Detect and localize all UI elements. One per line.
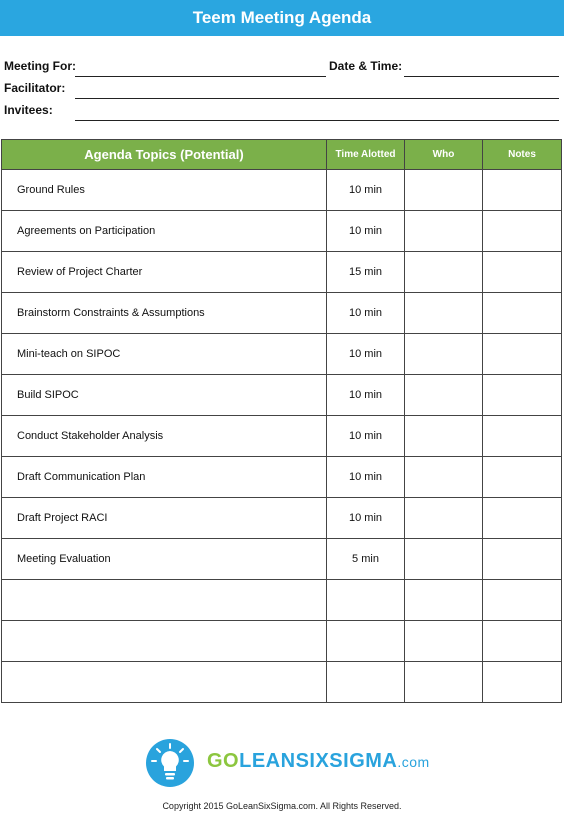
table-row bbox=[2, 621, 562, 662]
table-row bbox=[2, 334, 562, 375]
lightbulb-icon bbox=[145, 738, 195, 788]
logo-leansixsigma: LEANSIXSIGMA bbox=[239, 750, 398, 772]
page-title: Teem Meeting Agenda bbox=[192, 8, 372, 27]
time-cell: 10 min bbox=[327, 293, 405, 334]
who-header: Who bbox=[405, 140, 483, 170]
notes-header: Notes bbox=[483, 140, 562, 170]
notes-cell[interactable] bbox=[483, 416, 562, 457]
who-cell[interactable] bbox=[405, 416, 483, 457]
topic-cell: Draft Project RACI bbox=[2, 498, 327, 539]
meeting-for-label: Meeting For: bbox=[4, 59, 76, 73]
topics-header: Agenda Topics (Potential) bbox=[2, 140, 327, 170]
time-cell[interactable] bbox=[327, 662, 405, 703]
date-time-line[interactable] bbox=[404, 76, 559, 77]
notes-cell[interactable] bbox=[483, 211, 562, 252]
notes-cell[interactable] bbox=[483, 580, 562, 621]
time-cell: 10 min bbox=[327, 334, 405, 375]
logo bbox=[0, 738, 564, 788]
time-cell: 10 min bbox=[327, 375, 405, 416]
table-row bbox=[2, 170, 562, 211]
facilitator-line[interactable] bbox=[75, 98, 559, 99]
who-cell[interactable] bbox=[405, 539, 483, 580]
date-time-label: Date & Time: bbox=[329, 59, 403, 73]
who-cell[interactable] bbox=[405, 662, 483, 703]
notes-cell[interactable] bbox=[483, 334, 562, 375]
notes-cell[interactable] bbox=[483, 457, 562, 498]
time-header: Time Alotted bbox=[327, 140, 405, 170]
table-row bbox=[2, 293, 562, 334]
time-cell: 10 min bbox=[327, 457, 405, 498]
title-bar bbox=[0, 0, 564, 36]
notes-cell[interactable] bbox=[483, 498, 562, 539]
notes-cell[interactable] bbox=[483, 252, 562, 293]
who-cell[interactable] bbox=[405, 498, 483, 539]
time-cell: 5 min bbox=[327, 539, 405, 580]
invitees-label: Invitees: bbox=[4, 103, 53, 117]
topic-cell: Agreements on Participation bbox=[2, 211, 327, 252]
facilitator-label: Facilitator: bbox=[4, 81, 66, 95]
agenda-table bbox=[1, 139, 562, 703]
invitees-line[interactable] bbox=[75, 120, 559, 121]
table-header-row bbox=[2, 140, 562, 170]
table-row bbox=[2, 662, 562, 703]
notes-cell[interactable] bbox=[483, 293, 562, 334]
notes-cell[interactable] bbox=[483, 375, 562, 416]
who-cell[interactable] bbox=[405, 457, 483, 498]
table-row bbox=[2, 457, 562, 498]
logo-go: GO bbox=[207, 750, 240, 772]
who-cell[interactable] bbox=[405, 211, 483, 252]
notes-cell[interactable] bbox=[483, 170, 562, 211]
topic-cell: Conduct Stakeholder Analysis bbox=[2, 416, 327, 457]
table-row bbox=[2, 252, 562, 293]
notes-cell[interactable] bbox=[483, 621, 562, 662]
notes-cell[interactable] bbox=[483, 539, 562, 580]
topic-cell: Mini-teach on SIPOC bbox=[2, 334, 327, 375]
who-cell[interactable] bbox=[405, 375, 483, 416]
logo-text bbox=[207, 750, 430, 773]
table-row bbox=[2, 580, 562, 621]
who-cell[interactable] bbox=[405, 621, 483, 662]
who-cell[interactable] bbox=[405, 170, 483, 211]
notes-cell[interactable] bbox=[483, 662, 562, 703]
meeting-for-line[interactable] bbox=[75, 76, 326, 77]
time-cell: 10 min bbox=[327, 416, 405, 457]
who-cell[interactable] bbox=[405, 252, 483, 293]
topic-cell: Draft Communication Plan bbox=[2, 457, 327, 498]
table-row bbox=[2, 211, 562, 252]
who-cell[interactable] bbox=[405, 334, 483, 375]
copyright-text: Copyright 2015 GoLeanSixSigma.com. All Rights Reserved. bbox=[162, 801, 402, 811]
who-cell[interactable] bbox=[405, 580, 483, 621]
logo-com: .com bbox=[397, 754, 430, 770]
time-cell[interactable] bbox=[327, 621, 405, 662]
table-row bbox=[2, 539, 562, 580]
table-row bbox=[2, 498, 562, 539]
time-cell: 10 min bbox=[327, 170, 405, 211]
topic-cell: Meeting Evaluation bbox=[2, 539, 327, 580]
topic-cell: Brainstorm Constraints & Assumptions bbox=[2, 293, 327, 334]
time-cell: 15 min bbox=[327, 252, 405, 293]
topic-cell[interactable] bbox=[2, 662, 327, 703]
who-cell[interactable] bbox=[405, 293, 483, 334]
time-cell[interactable] bbox=[327, 580, 405, 621]
table-row bbox=[2, 375, 562, 416]
table-row bbox=[2, 416, 562, 457]
topic-cell[interactable] bbox=[2, 580, 327, 621]
topic-cell: Build SIPOC bbox=[2, 375, 327, 416]
time-cell: 10 min bbox=[327, 211, 405, 252]
topic-cell[interactable] bbox=[2, 621, 327, 662]
topic-cell: Ground Rules bbox=[2, 170, 327, 211]
time-cell: 10 min bbox=[327, 498, 405, 539]
topic-cell: Review of Project Charter bbox=[2, 252, 327, 293]
